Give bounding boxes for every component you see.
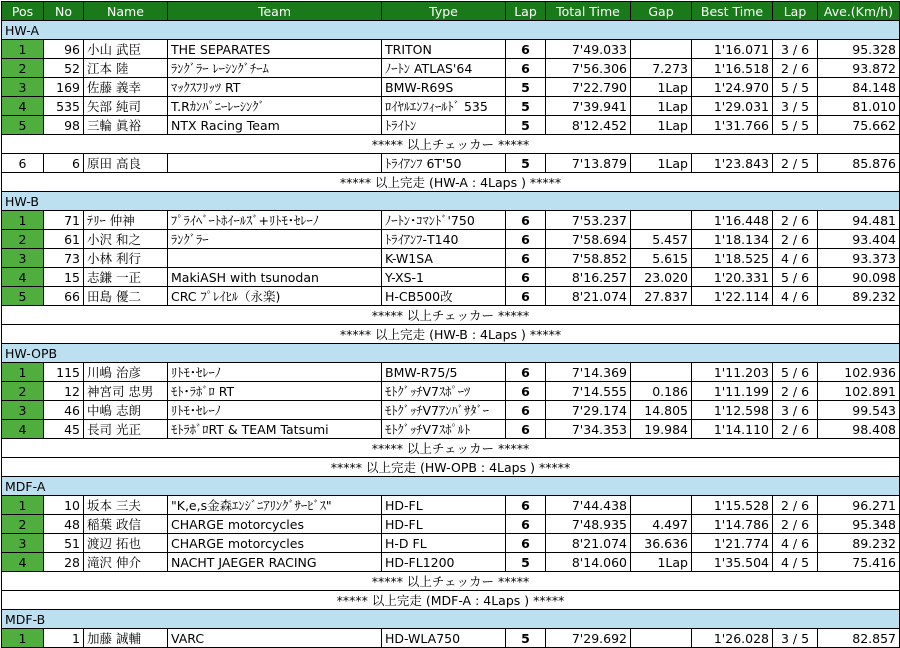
machine-type-cell: H-CB500改 bbox=[382, 287, 506, 306]
best-time-cell: 1'16.448 bbox=[692, 211, 773, 230]
number-cell: 52 bbox=[44, 59, 84, 78]
rider-name-cell: 加藤 誠輔 bbox=[84, 629, 168, 648]
number-cell: 169 bbox=[44, 78, 84, 97]
team-cell: THE SEPARATES bbox=[168, 40, 382, 59]
gap-cell bbox=[631, 211, 692, 230]
team-cell: NACHT JAEGER RACING bbox=[168, 553, 382, 572]
gap-cell: 1Lap bbox=[631, 78, 692, 97]
number-cell: 71 bbox=[44, 211, 84, 230]
number-cell: 66 bbox=[44, 287, 84, 306]
best-time-cell: 1'21.774 bbox=[692, 534, 773, 553]
machine-type-cell: HD-FL bbox=[382, 496, 506, 515]
total-time-cell: 8'12.452 bbox=[546, 116, 631, 135]
average-speed-cell: 102.936 bbox=[818, 363, 900, 382]
best-lap-cell: 3 / 5 bbox=[773, 97, 818, 116]
position-cell: 3 bbox=[2, 401, 44, 420]
number-cell: 10 bbox=[44, 496, 84, 515]
summary-note-row bbox=[2, 458, 900, 477]
position-cell: 6 bbox=[2, 154, 44, 173]
laps-cell: 6 bbox=[506, 534, 546, 553]
total-time-cell: 8'14.060 bbox=[546, 553, 631, 572]
gap-cell: 1Lap bbox=[631, 116, 692, 135]
gap-cell bbox=[631, 40, 692, 59]
rider-name-cell: 小山 武臣 bbox=[84, 40, 168, 59]
laps-cell: 6 bbox=[506, 515, 546, 534]
col-header-gap: Gap bbox=[631, 2, 692, 21]
total-time-cell: 7'39.941 bbox=[546, 97, 631, 116]
total-time-cell: 7'49.033 bbox=[546, 40, 631, 59]
gap-cell: 7.273 bbox=[631, 59, 692, 78]
best-time-cell: 1'11.199 bbox=[692, 382, 773, 401]
class-label: HW-B bbox=[2, 192, 900, 211]
position-cell: 1 bbox=[2, 211, 44, 230]
best-lap-cell: 2 / 5 bbox=[773, 154, 818, 173]
best-lap-cell: 3 / 5 bbox=[773, 629, 818, 648]
laps-cell: 6 bbox=[506, 363, 546, 382]
best-lap-cell: 4 / 6 bbox=[773, 249, 818, 268]
total-time-cell: 7'22.790 bbox=[546, 78, 631, 97]
best-lap-cell: 4 / 5 bbox=[773, 553, 818, 572]
total-time-cell: 7'14.369 bbox=[546, 363, 631, 382]
average-speed-cell: 95.348 bbox=[818, 515, 900, 534]
result-row bbox=[2, 154, 900, 173]
machine-type-cell: ﾓﾄｸﾞｯﾁV7ｱﾝﾊﾞｻﾀﾞｰ bbox=[382, 401, 506, 420]
machine-type-cell: H-D FL bbox=[382, 534, 506, 553]
summary-note: ***** 以上チェッカー ***** bbox=[2, 306, 900, 325]
laps-cell: 6 bbox=[506, 230, 546, 249]
best-lap-cell: 2 / 6 bbox=[773, 515, 818, 534]
summary-note: ***** 以上完走 (HW-A : 4Laps ) ***** bbox=[2, 173, 900, 192]
average-speed-cell: 95.328 bbox=[818, 40, 900, 59]
average-speed-cell: 81.010 bbox=[818, 97, 900, 116]
result-row bbox=[2, 211, 900, 230]
summary-note-row bbox=[2, 591, 900, 610]
total-time-cell: 7'29.692 bbox=[546, 629, 631, 648]
rider-name-cell: 三輪 眞裕 bbox=[84, 116, 168, 135]
rider-name-cell: 渡辺 拓也 bbox=[84, 534, 168, 553]
summary-note: ***** 以上チェッカー ***** bbox=[2, 135, 900, 154]
position-cell: 1 bbox=[2, 40, 44, 59]
col-header-total-time: Total Time bbox=[546, 2, 631, 21]
rider-name-cell: 小林 利行 bbox=[84, 249, 168, 268]
best-lap-cell: 2 / 6 bbox=[773, 59, 818, 78]
best-time-cell: 1'18.134 bbox=[692, 230, 773, 249]
laps-cell: 6 bbox=[506, 268, 546, 287]
gap-cell bbox=[631, 496, 692, 515]
team-cell: ﾗﾝｸﾞﾗｰ ﾚｰｼﾝｸﾞﾁｰﾑ bbox=[168, 59, 382, 78]
gap-cell: 5.615 bbox=[631, 249, 692, 268]
result-row bbox=[2, 401, 900, 420]
position-cell: 3 bbox=[2, 78, 44, 97]
best-time-cell: 1'11.203 bbox=[692, 363, 773, 382]
team-cell: ﾗﾝｸﾞﾗｰ bbox=[168, 230, 382, 249]
machine-type-cell: ﾓﾄｸﾞｯﾁV7ｽﾎﾟｰﾂ bbox=[382, 382, 506, 401]
laps-cell: 5 bbox=[506, 154, 546, 173]
rider-name-cell: 原田 高良 bbox=[84, 154, 168, 173]
result-row bbox=[2, 553, 900, 572]
best-lap-cell: 3 / 6 bbox=[773, 401, 818, 420]
header-row bbox=[2, 2, 900, 21]
summary-note-row bbox=[2, 572, 900, 591]
position-cell: 4 bbox=[2, 268, 44, 287]
best-lap-cell: 2 / 6 bbox=[773, 382, 818, 401]
best-lap-cell: 4 / 6 bbox=[773, 287, 818, 306]
position-cell: 1 bbox=[2, 629, 44, 648]
gap-cell: 1Lap bbox=[631, 154, 692, 173]
best-time-cell: 1'22.114 bbox=[692, 287, 773, 306]
total-time-cell: 7'48.935 bbox=[546, 515, 631, 534]
class-header-row bbox=[2, 477, 900, 496]
result-row bbox=[2, 59, 900, 78]
number-cell: 12 bbox=[44, 382, 84, 401]
col-header-best-lap: Lap bbox=[773, 2, 818, 21]
team-cell: CHARGE motorcycles bbox=[168, 515, 382, 534]
machine-type-cell: HD-FL1200 bbox=[382, 553, 506, 572]
gap-cell: 14.805 bbox=[631, 401, 692, 420]
gap-cell bbox=[631, 363, 692, 382]
best-time-cell: 1'16.518 bbox=[692, 59, 773, 78]
position-cell: 5 bbox=[2, 116, 44, 135]
average-speed-cell: 96.271 bbox=[818, 496, 900, 515]
machine-type-cell: ﾄﾗｲｱﾝﾌ-T140 bbox=[382, 230, 506, 249]
result-row bbox=[2, 382, 900, 401]
gap-cell: 36.636 bbox=[631, 534, 692, 553]
total-time-cell: 8'21.074 bbox=[546, 534, 631, 553]
result-row bbox=[2, 249, 900, 268]
best-time-cell: 1'15.528 bbox=[692, 496, 773, 515]
summary-note: ***** 以上チェッカー ***** bbox=[2, 572, 900, 591]
position-cell: 1 bbox=[2, 496, 44, 515]
result-row bbox=[2, 230, 900, 249]
result-row bbox=[2, 420, 900, 439]
position-cell: 4 bbox=[2, 97, 44, 116]
number-cell: 48 bbox=[44, 515, 84, 534]
team-cell: CHARGE motorcycles bbox=[168, 534, 382, 553]
gap-cell: 5.457 bbox=[631, 230, 692, 249]
result-row bbox=[2, 496, 900, 515]
team-cell bbox=[168, 154, 382, 173]
machine-type-cell: TRITON bbox=[382, 40, 506, 59]
machine-type-cell: HD-WLA750 bbox=[382, 629, 506, 648]
number-cell: 46 bbox=[44, 401, 84, 420]
summary-note-row bbox=[2, 306, 900, 325]
best-lap-cell: 5 / 6 bbox=[773, 268, 818, 287]
laps-cell: 5 bbox=[506, 553, 546, 572]
laps-cell: 6 bbox=[506, 249, 546, 268]
summary-note: ***** 以上完走 (HW-B : 4Laps ) ***** bbox=[2, 325, 900, 344]
result-row bbox=[2, 515, 900, 534]
laps-cell: 6 bbox=[506, 382, 546, 401]
number-cell: 73 bbox=[44, 249, 84, 268]
summary-note: ***** 以上完走 (HW-OPB : 4Laps ) ***** bbox=[2, 458, 900, 477]
best-lap-cell: 2 / 6 bbox=[773, 420, 818, 439]
machine-type-cell: BMW-R69S bbox=[382, 78, 506, 97]
best-time-cell: 1'35.504 bbox=[692, 553, 773, 572]
average-speed-cell: 84.148 bbox=[818, 78, 900, 97]
number-cell: 115 bbox=[44, 363, 84, 382]
best-time-cell: 1'23.843 bbox=[692, 154, 773, 173]
position-cell: 3 bbox=[2, 534, 44, 553]
team-cell: "K,e,s金森ｴﾝｼﾞﾆｱﾘﾝｸﾞｻｰﾋﾞｽ" bbox=[168, 496, 382, 515]
gap-cell: 19.984 bbox=[631, 420, 692, 439]
result-row bbox=[2, 534, 900, 553]
machine-type-cell: BMW-R75/5 bbox=[382, 363, 506, 382]
result-row bbox=[2, 287, 900, 306]
rider-name-cell: 志鎌 一正 bbox=[84, 268, 168, 287]
number-cell: 45 bbox=[44, 420, 84, 439]
average-speed-cell: 90.098 bbox=[818, 268, 900, 287]
machine-type-cell: ﾄﾗｲｱﾝﾌ 6T'50 bbox=[382, 154, 506, 173]
team-cell: VARC bbox=[168, 629, 382, 648]
average-speed-cell: 89.232 bbox=[818, 534, 900, 553]
best-lap-cell: 2 / 6 bbox=[773, 211, 818, 230]
laps-cell: 5 bbox=[506, 116, 546, 135]
rider-name-cell: 坂本 三夫 bbox=[84, 496, 168, 515]
machine-type-cell: ﾉｰﾄﾝ ATLAS'64 bbox=[382, 59, 506, 78]
number-cell: 535 bbox=[44, 97, 84, 116]
summary-note: ***** 以上完走 (MDF-A : 4Laps ) ***** bbox=[2, 591, 900, 610]
number-cell: 98 bbox=[44, 116, 84, 135]
team-cell: ﾌﾟﾗｲﾍﾞｰﾄﾎｲｰﾙｽﾞ+ﾘﾄﾓ･ｾﾚｰﾉ bbox=[168, 211, 382, 230]
average-speed-cell: 82.857 bbox=[818, 629, 900, 648]
class-header-row bbox=[2, 344, 900, 363]
average-speed-cell: 75.662 bbox=[818, 116, 900, 135]
team-cell: CRC ﾌﾟﾚｲﾋﾙ（永楽) bbox=[168, 287, 382, 306]
laps-cell: 6 bbox=[506, 401, 546, 420]
best-time-cell: 1'16.071 bbox=[692, 40, 773, 59]
team-cell: ﾘﾄﾓ･ｾﾚｰﾉ bbox=[168, 401, 382, 420]
total-time-cell: 8'16.257 bbox=[546, 268, 631, 287]
result-row bbox=[2, 629, 900, 648]
gap-cell: 1Lap bbox=[631, 97, 692, 116]
total-time-cell: 7'29.174 bbox=[546, 401, 631, 420]
col-header-average-speed: Ave.(Km/h) bbox=[818, 2, 900, 21]
result-row bbox=[2, 363, 900, 382]
col-header-type: Type bbox=[382, 2, 506, 21]
best-lap-cell: 3 / 6 bbox=[773, 40, 818, 59]
gap-cell bbox=[631, 629, 692, 648]
total-time-cell: 7'56.306 bbox=[546, 59, 631, 78]
laps-cell: 6 bbox=[506, 59, 546, 78]
col-header-no: No bbox=[44, 2, 84, 21]
number-cell: 1 bbox=[44, 629, 84, 648]
position-cell: 5 bbox=[2, 287, 44, 306]
class-header-row bbox=[2, 21, 900, 40]
position-cell: 3 bbox=[2, 249, 44, 268]
summary-note-row bbox=[2, 173, 900, 192]
team-cell: ﾏｯｸｽﾌﾘｯﾂ RT bbox=[168, 78, 382, 97]
best-time-cell: 1'24.970 bbox=[692, 78, 773, 97]
summary-note-row bbox=[2, 135, 900, 154]
average-speed-cell: 98.408 bbox=[818, 420, 900, 439]
total-time-cell: 7'58.852 bbox=[546, 249, 631, 268]
average-speed-cell: 102.891 bbox=[818, 382, 900, 401]
rider-name-cell: 川嶋 治彦 bbox=[84, 363, 168, 382]
best-lap-cell: 5 / 5 bbox=[773, 78, 818, 97]
summary-note: ***** 以上チェッカー ***** bbox=[2, 439, 900, 458]
average-speed-cell: 93.404 bbox=[818, 230, 900, 249]
gap-cell: 0.186 bbox=[631, 382, 692, 401]
gap-cell: 1Lap bbox=[631, 553, 692, 572]
class-label: MDF-B bbox=[2, 610, 900, 629]
best-lap-cell: 2 / 6 bbox=[773, 496, 818, 515]
team-cell: NTX Racing Team bbox=[168, 116, 382, 135]
results-table bbox=[1, 1, 900, 648]
average-speed-cell: 93.872 bbox=[818, 59, 900, 78]
number-cell: 6 bbox=[44, 154, 84, 173]
position-cell: 2 bbox=[2, 515, 44, 534]
best-time-cell: 1'14.110 bbox=[692, 420, 773, 439]
results-body bbox=[2, 21, 900, 648]
rider-name-cell: 長司 光正 bbox=[84, 420, 168, 439]
team-cell: MakiASH with tsunodan bbox=[168, 268, 382, 287]
laps-cell: 6 bbox=[506, 40, 546, 59]
total-time-cell: 7'13.879 bbox=[546, 154, 631, 173]
total-time-cell: 7'58.694 bbox=[546, 230, 631, 249]
team-cell: T.Rｶﾝﾊﾟﾆｰﾚｰｼﾝｸﾞ bbox=[168, 97, 382, 116]
total-time-cell: 7'34.353 bbox=[546, 420, 631, 439]
rider-name-cell: 矢部 純司 bbox=[84, 97, 168, 116]
average-speed-cell: 75.416 bbox=[818, 553, 900, 572]
class-label: MDF-A bbox=[2, 477, 900, 496]
team-cell bbox=[168, 249, 382, 268]
rider-name-cell: 滝沢 伸介 bbox=[84, 553, 168, 572]
best-time-cell: 1'18.525 bbox=[692, 249, 773, 268]
machine-type-cell: K-W1SA bbox=[382, 249, 506, 268]
laps-cell: 6 bbox=[506, 496, 546, 515]
result-row bbox=[2, 78, 900, 97]
number-cell: 28 bbox=[44, 553, 84, 572]
number-cell: 61 bbox=[44, 230, 84, 249]
laps-cell: 6 bbox=[506, 420, 546, 439]
class-label: HW-A bbox=[2, 21, 900, 40]
average-speed-cell: 85.876 bbox=[818, 154, 900, 173]
col-header-name: Name bbox=[84, 2, 168, 21]
result-row bbox=[2, 40, 900, 59]
rider-name-cell: 江本 陸 bbox=[84, 59, 168, 78]
col-header-lap: Lap bbox=[506, 2, 546, 21]
machine-type-cell: HD-FL bbox=[382, 515, 506, 534]
number-cell: 51 bbox=[44, 534, 84, 553]
best-time-cell: 1'29.031 bbox=[692, 97, 773, 116]
rider-name-cell: 田島 優二 bbox=[84, 287, 168, 306]
laps-cell: 6 bbox=[506, 287, 546, 306]
team-cell: ﾓﾄ･ﾗﾎﾞﾛ RT bbox=[168, 382, 382, 401]
average-speed-cell: 94.481 bbox=[818, 211, 900, 230]
rider-name-cell: 小沢 和之 bbox=[84, 230, 168, 249]
average-speed-cell: 89.232 bbox=[818, 287, 900, 306]
best-time-cell: 1'31.766 bbox=[692, 116, 773, 135]
position-cell: 2 bbox=[2, 382, 44, 401]
class-header-row bbox=[2, 192, 900, 211]
team-cell: ﾓﾄﾗﾎﾞﾛRT & TEAM Tatsumi bbox=[168, 420, 382, 439]
number-cell: 96 bbox=[44, 40, 84, 59]
laps-cell: 5 bbox=[506, 629, 546, 648]
position-cell: 1 bbox=[2, 363, 44, 382]
total-time-cell: 7'14.555 bbox=[546, 382, 631, 401]
average-speed-cell: 93.373 bbox=[818, 249, 900, 268]
gap-cell: 27.837 bbox=[631, 287, 692, 306]
summary-note-row bbox=[2, 325, 900, 344]
col-header-best-time: Best Time bbox=[692, 2, 773, 21]
machine-type-cell: ﾓﾄｸﾞｯﾁV7ｽﾎﾟﾙﾄ bbox=[382, 420, 506, 439]
result-row bbox=[2, 268, 900, 287]
machine-type-cell: Y-XS-1 bbox=[382, 268, 506, 287]
rider-name-cell: 中嶋 志朗 bbox=[84, 401, 168, 420]
total-time-cell: 7'53.237 bbox=[546, 211, 631, 230]
gap-cell: 23.020 bbox=[631, 268, 692, 287]
best-time-cell: 1'20.331 bbox=[692, 268, 773, 287]
summary-note-row bbox=[2, 439, 900, 458]
gap-cell: 4.497 bbox=[631, 515, 692, 534]
col-header-team: Team bbox=[168, 2, 382, 21]
total-time-cell: 8'21.074 bbox=[546, 287, 631, 306]
total-time-cell: 7'44.438 bbox=[546, 496, 631, 515]
machine-type-cell: ﾛｲﾔﾙｴﾝﾌｨｰﾙﾄﾞ 535 bbox=[382, 97, 506, 116]
result-row bbox=[2, 97, 900, 116]
laps-cell: 5 bbox=[506, 97, 546, 116]
best-lap-cell: 5 / 5 bbox=[773, 116, 818, 135]
rider-name-cell: 稲葉 政信 bbox=[84, 515, 168, 534]
number-cell: 15 bbox=[44, 268, 84, 287]
position-cell: 4 bbox=[2, 420, 44, 439]
position-cell: 2 bbox=[2, 59, 44, 78]
class-label: HW-OPB bbox=[2, 344, 900, 363]
best-lap-cell: 5 / 6 bbox=[773, 363, 818, 382]
rider-name-cell: ﾃﾘｰ 仲神 bbox=[84, 211, 168, 230]
position-cell: 2 bbox=[2, 230, 44, 249]
best-lap-cell: 4 / 6 bbox=[773, 534, 818, 553]
machine-type-cell: ﾉｰﾄﾝ･ｺﾏﾝﾄﾞ'750 bbox=[382, 211, 506, 230]
position-cell: 4 bbox=[2, 553, 44, 572]
col-header-pos: Pos bbox=[2, 2, 44, 21]
machine-type-cell: ﾄﾗｲﾄﾝ bbox=[382, 116, 506, 135]
rider-name-cell: 神宮司 忠男 bbox=[84, 382, 168, 401]
team-cell: ﾘﾄﾓ･ｾﾚｰﾉ bbox=[168, 363, 382, 382]
rider-name-cell: 佐藤 義幸 bbox=[84, 78, 168, 97]
best-lap-cell: 2 / 6 bbox=[773, 230, 818, 249]
laps-cell: 6 bbox=[506, 211, 546, 230]
class-header-row bbox=[2, 610, 900, 629]
best-time-cell: 1'26.028 bbox=[692, 629, 773, 648]
average-speed-cell: 99.543 bbox=[818, 401, 900, 420]
best-time-cell: 1'12.598 bbox=[692, 401, 773, 420]
laps-cell: 5 bbox=[506, 78, 546, 97]
best-time-cell: 1'14.786 bbox=[692, 515, 773, 534]
result-row bbox=[2, 116, 900, 135]
